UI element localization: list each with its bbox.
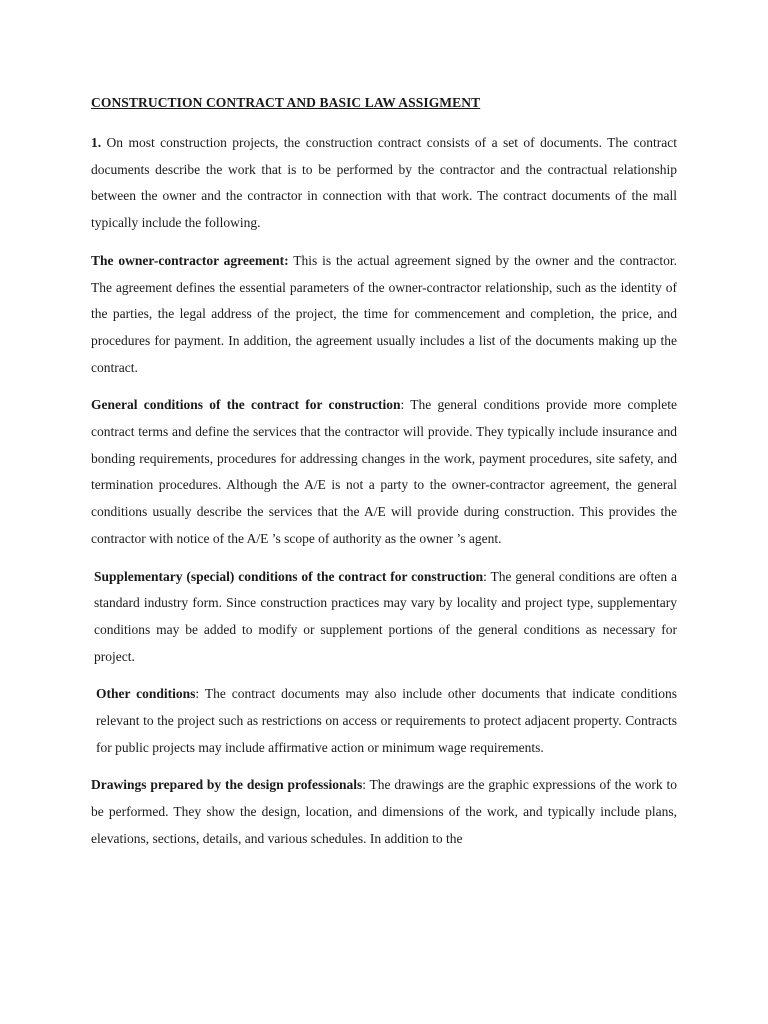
document-page xyxy=(91,90,677,864)
paragraph-intro xyxy=(91,130,677,237)
paragraph-text: : The general conditions provide more complete contract terms and define the services that the contractor will provide. They typically include insurance and bonding requirements, procedures for addressing changes in the work, payment procedures, site safety, and termination procedures. Although the A/E is not a party to the owner-contractor agreement, the general conditions usually describe the services that the A/E will provide during construction. This provides the contractor with notice of the A/E ’s scope of authority as the owner ’s agent. xyxy=(91,397,677,546)
paragraph-number: 1. xyxy=(91,135,102,150)
paragraph-text: : The contract documents may also include other documents that indicate conditions relevant to the project such as restrictions on access or requirements to protect adjacent property. Contracts for public projects may include affirmative action or minimum wage requirements. xyxy=(96,686,677,755)
paragraph-heading: General conditions of the contract for construction xyxy=(91,397,401,413)
paragraph-text: This is the actual agreement signed by the owner and the contractor. The agreement defines the essential parameters of the owner-contractor relationship, such as the identity of the parties, the legal address of the project, the time for commencement and completion, the price, and procedures for payment. In addition, the agreement usually includes a list of the documents making up the contract. xyxy=(91,252,677,375)
paragraph-heading: Supplementary (special) conditions of the contract for construction xyxy=(94,568,484,584)
paragraph-general-conditions xyxy=(91,392,677,552)
paragraph-other-conditions xyxy=(91,681,677,761)
paragraph-drawings xyxy=(91,772,677,852)
paragraph-owner-contractor-agreement xyxy=(91,248,677,382)
paragraph-text: : The drawings are the graphic expressions of the work to be performed. They show the design, location, and dimensions of the work, and typically include plans, elevations, sections, details, and various schedules. In addition to the xyxy=(91,777,677,846)
paragraph-supplementary-conditions xyxy=(91,564,677,671)
paragraph-text: : The general conditions are often a standard industry form. Since construction practices may vary by locality and project type, supplementary conditions may be added to modify or supplement portions of the general conditions as necessary for project. xyxy=(94,568,677,664)
paragraph-heading: The owner-contractor agreement: xyxy=(91,252,289,268)
paragraph-text: On most construction projects, the construction contract consists of a set of documents. The contract documents describe the work that is to be performed by the contractor and the contractual relationship between the owner and the contractor in connection with that work. The contract documents of the mall typically include the following. xyxy=(91,135,677,231)
paragraph-heading: Other conditions xyxy=(96,686,196,702)
paragraph-heading: Drawings prepared by the design professionals xyxy=(91,777,363,793)
document-title: CONSTRUCTION CONTRACT AND BASIC LAW ASSIGMENT xyxy=(91,95,481,110)
